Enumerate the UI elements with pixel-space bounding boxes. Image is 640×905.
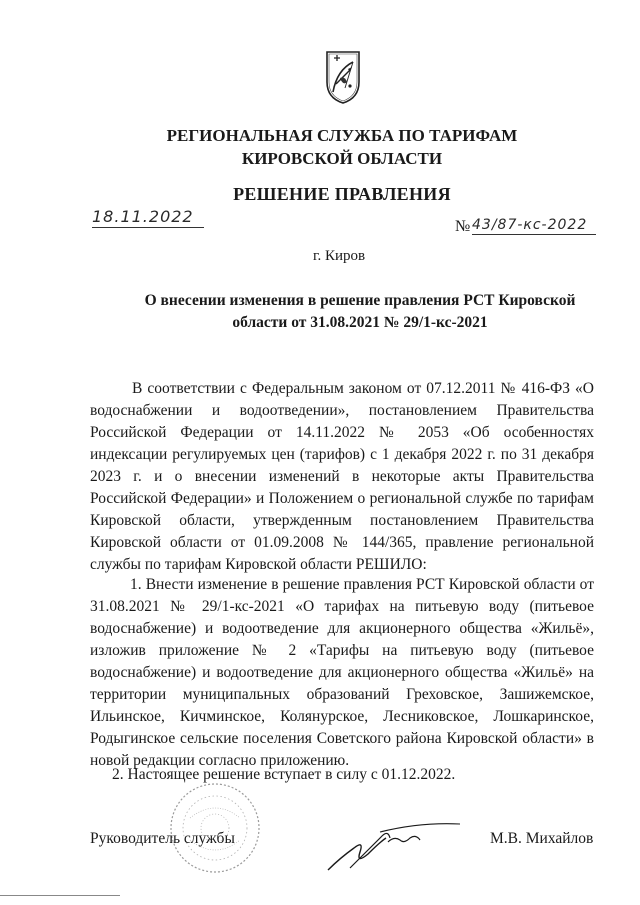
signer-name: М.В. Михайлов xyxy=(490,830,594,847)
item-2-paragraph: 2. Настоящее решение вступает в силу с 01.12.2022. xyxy=(112,766,456,783)
item-1-paragraph: 1. Внести изменение в решение правления РСТ Кировской области от 31.08.2021 № 29/1-кс-2021 «О тарифах на питьевую воду (питьевое водоснабжение) и водоотведение для акционерного общества «Жильё», изложив приложение № 2 «Тарифы на питьевую воду (питьевое водоснабжение) и водоотведение для акционерного общества «Жильё» на территории муниципальных образований Греховское, Зашижемское, Ильинское, Кичминское, Колянурское, Лесниковское, Лошкаринское, Родыгинское сельские поселения Советского района Кировской области» в новой редакции согласно приложению. xyxy=(90,576,594,769)
decision-number: 43/87-кс-2022 xyxy=(472,217,596,235)
decision-date: 18.11.2022 xyxy=(92,207,204,228)
decision-title: РЕШЕНИЕ ПРАВЛЕНИЯ xyxy=(233,184,451,204)
city: г. Киров xyxy=(313,248,366,264)
handwritten-signature-icon xyxy=(320,818,470,878)
org-name-line1: РЕГИОНАЛЬНАЯ СЛУЖБА ПО ТАРИФАМ xyxy=(166,126,518,145)
number-sign: № xyxy=(455,218,471,235)
kirov-coat-of-arms-icon xyxy=(323,48,363,106)
footer-divider xyxy=(0,895,120,896)
official-seal-icon xyxy=(160,778,270,878)
signer-role: Руководитель службы xyxy=(90,830,235,847)
preamble-paragraph: В соответствии с Федеральным законом от 07.12.2011 № 416-ФЗ «О водоснабжении и водоотведении», постановлением Правительства Российской Федерации от 14.11.2022 № 2053 «Об особенностях индексации регулируемых цен (тарифов) с 1 декабря 2022 г. по 31 декабря 2023 г. и о внесении изменений в некоторые акты Правительства Российской Федерации» и Положением о региональной службе по тарифам Кировской области, утвержденным постановлением Правительства Кировской области от 01.09.2008 № 144/365, правление региональной службы по тарифам Кировской области РЕШИЛО: xyxy=(90,380,594,573)
decision-subject: О внесении изменения в решение правления РСТ Кировской области от 31.08.2021 № 29/1-кс-2021 xyxy=(144,292,576,331)
org-name-line2: КИРОВСКОЙ ОБЛАСТИ xyxy=(241,149,443,168)
